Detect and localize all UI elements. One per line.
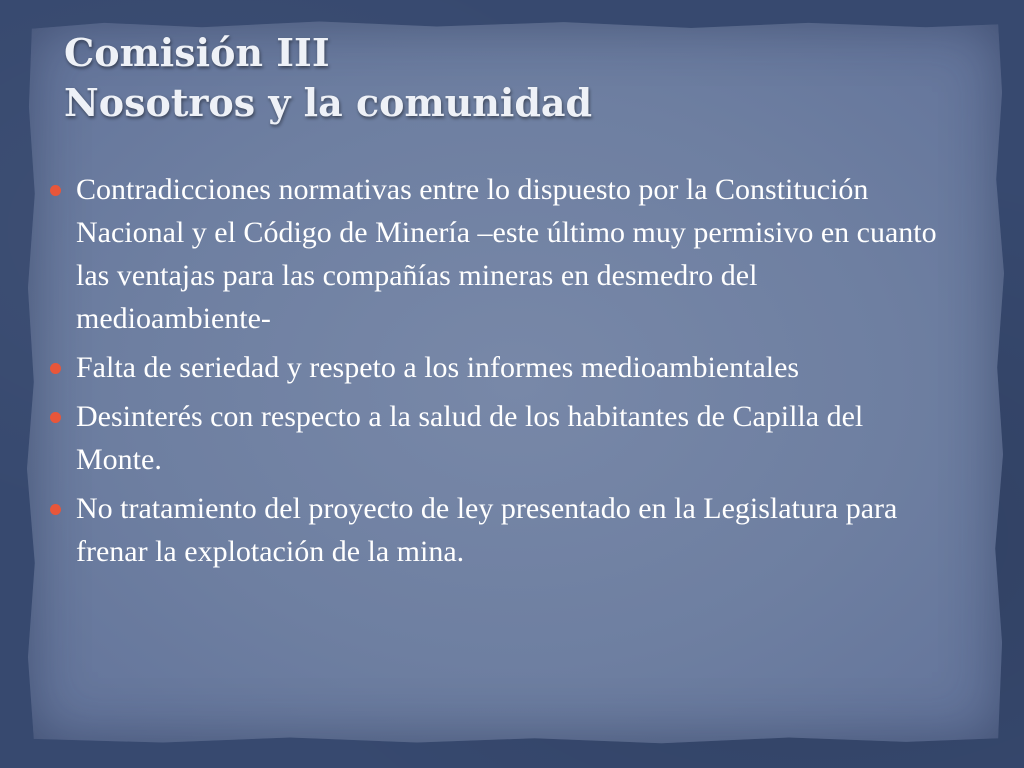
- bullet-dot-icon: [50, 363, 61, 374]
- bullet-text: Desinterés con respecto a la salud de los habitantes de Capilla del Monte.: [76, 400, 864, 476]
- bullet-text: Falta de seriedad y respeto a los informes medioambientales: [76, 351, 800, 384]
- bullet-dot-icon: [50, 504, 61, 515]
- bullet-item-2: [48, 346, 948, 389]
- bullet-dot-icon: [50, 412, 61, 423]
- bullet-text: No tratamiento del proyecto de ley presentado en la Legislatura para frenar la explotación de la mina.: [76, 492, 898, 568]
- bullet-item-1: [48, 168, 948, 340]
- bullet-item-3: [48, 395, 948, 481]
- title-line-1: Comisión III: [64, 30, 330, 75]
- title-line-2: Nosotros y la comunidad: [64, 80, 593, 125]
- bullet-list: [48, 168, 948, 579]
- bullet-dot-icon: [50, 185, 61, 196]
- bullet-item-4: [48, 487, 948, 573]
- slide-title: [64, 28, 592, 128]
- bullet-text: Contradicciones normativas entre lo dispuesto por la Constitución Nacional y el Código de Minería –este último muy permisivo en cuanto las ventajas para las compañías mineras en desmedro del medioambiente-: [76, 173, 937, 335]
